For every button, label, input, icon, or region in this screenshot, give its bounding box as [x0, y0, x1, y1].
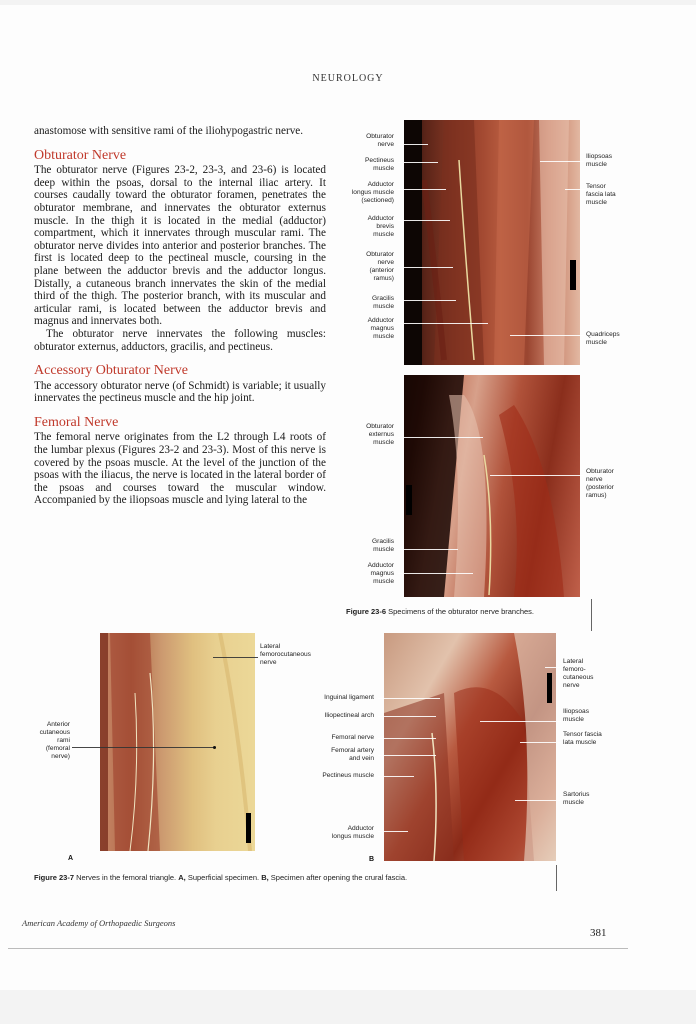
- figure-23-6-caption-text: Specimens of the obturator nerve branches.: [386, 607, 535, 616]
- figure-23-7b-photo: [384, 633, 556, 861]
- running-header: NEUROLOGY: [312, 73, 384, 84]
- leader-obturator-nerve: [398, 144, 428, 145]
- leader-obturator-externus: [398, 437, 483, 438]
- leader-adductor-magnus: [398, 323, 488, 324]
- figure-23-6-top-specimen-drawing: [404, 120, 580, 365]
- label-iliopsoas-muscle: Iliopsoas muscle: [586, 153, 613, 168]
- label-quadriceps-muscle: Quadriceps muscle: [586, 331, 620, 346]
- label-obturator-posterior-ramus: Obturator nerve (posterior ramus): [586, 468, 614, 499]
- leader-quadriceps: [510, 335, 584, 336]
- leader-iliopsoas-b: [480, 721, 561, 722]
- section-heading-accessory-obturator: Accessory Obturator Nerve: [34, 363, 188, 379]
- label-inguinal-ligament: Inguinal ligament: [324, 694, 374, 701]
- leader-obturator-anterior: [398, 267, 453, 268]
- label-lateral-femorocutaneous-a: Lateral femorocutaneous nerve: [260, 643, 311, 666]
- publisher-footer: American Academy of Orthopaedic Surgeons: [22, 918, 176, 928]
- leader-femoral-nerve: [378, 738, 436, 739]
- label-iliopectineal-arch: Iliopectineal arch: [324, 712, 374, 719]
- paragraph-obturator-2: The obturator nerve innervates the following muscles: obturator externus, adductors, gracilis, and pectineus.: [34, 327, 326, 353]
- leader-anterior-cutaneous-rami: [72, 747, 216, 748]
- leader-lateral-femorocutaneous-b: [545, 667, 561, 668]
- caption-divider-7: [556, 865, 557, 891]
- scale-bar-7b: [547, 673, 552, 703]
- figure-23-7-caption: [34, 873, 554, 882]
- leader-inguinal-ligament: [378, 698, 440, 699]
- leader-tensor-fascia: [565, 189, 585, 190]
- label-obturator-nerve: Obturator nerve: [366, 133, 394, 148]
- figure-23-7-caption-a-text: Superficial specimen.: [185, 873, 262, 882]
- panel-letter-a: A: [68, 855, 74, 862]
- paragraph-femoral: The femoral nerve originates from the L2 through L4 roots of the lumbar plexus (Figures 23-2 and 23-3). Most of this nerve is covered by the psoas muscle. At the level of the junction of the psoas with the iliacus, the nerve is located in the lateral border of the psoas and courses toward the muscular window. Accompanied by the iliopsoas muscle and lying lateral to the: [34, 431, 326, 507]
- figure-23-7-caption-text: Nerves in the femoral triangle.: [74, 873, 179, 882]
- figure-23-6-bottom-photo: [404, 375, 580, 597]
- body-text-column: [34, 125, 326, 507]
- leader-adductor-longus: [398, 189, 446, 190]
- footer-rule: [8, 948, 628, 949]
- label-femoral-artery-vein: Femoral artery and vein: [331, 747, 374, 762]
- scale-bar: [570, 260, 576, 290]
- label-femoral-nerve: Femoral nerve: [331, 734, 374, 741]
- paragraph-accessory-obturator: The accessory obturator nerve (of Schmidt) is variable; it usually innervates the pectineus muscle and the hip joint.: [34, 379, 326, 405]
- paragraph-obturator-1: The obturator nerve (Figures 23-2, 23-3, and 23-6) is located deep within the psoas, dorsal to the internal iliac artery. It courses caudally toward the obturator foramen, penetrates the obturator membrane, and innervates the obturator externus muscle. In the thigh it is located in the medial (adductor) compartment, which it innervates through muscular rami. The obturator nerve divides into anterior and posterior branches. The first is located deep to the pectineal muscle, coursing in the plane between the adductor brevis and the adductor longus. Distally, a cutaneous branch innervates the skin of the medial third of the thigh. The posterior branch, with its muscular and articular rami, is located between the adductor brevis and magnus and innervates both.: [34, 164, 326, 328]
- figure-23-6-caption-number: Figure 23-6: [346, 607, 387, 616]
- figure-23-6-caption: [346, 607, 596, 616]
- page-number: 381: [590, 927, 607, 939]
- label-gracilis-muscle-top: Gracilis muscle: [372, 295, 394, 310]
- caption-divider: [591, 599, 592, 631]
- intro-paragraph: anastomose with sensitive rami of the iliohypogastric nerve.: [34, 125, 304, 137]
- leader-iliopsoas: [540, 161, 584, 162]
- scale-bar-bottom: [406, 485, 412, 515]
- leader-pectineus: [398, 162, 438, 163]
- leader-femoral-artery: [378, 755, 436, 756]
- figure-23-7-caption-b: B,: [261, 873, 269, 882]
- label-anterior-cutaneous-rami: Anterior cutaneous rami (femoral nerve): [39, 721, 70, 760]
- leader-adductor-brevis: [398, 220, 450, 221]
- label-tensor-fascia-lata-top: Tensor fascia lata muscle: [586, 183, 616, 206]
- section-heading-obturator: Obturator Nerve: [34, 147, 127, 163]
- leader-tensor-fascia-b: [520, 742, 561, 743]
- label-obturator-externus: Obturator externus muscle: [366, 423, 394, 446]
- label-iliopsoas-b: Iliopsoas muscle: [563, 708, 590, 723]
- leader-gracilis-bottom: [398, 549, 458, 550]
- figure-23-7-caption-number: Figure 23-7: [34, 873, 75, 882]
- label-pectineus-muscle-b: Pectineus muscle: [322, 772, 374, 779]
- scale-bar-7a: [246, 813, 251, 843]
- panel-letter-b: B: [369, 856, 375, 863]
- figure-23-7a-specimen-drawing: [100, 633, 255, 851]
- label-adductor-longus-b: Adductor longus muscle: [331, 825, 374, 840]
- label-tensor-fascia-lata-b: Tensor fascia lata muscle: [563, 731, 602, 746]
- label-adductor-longus-sectioned: Adductor longus muscle (sectioned): [351, 181, 394, 204]
- leader-adductor-longus-b: [378, 831, 408, 832]
- figure-23-7-caption-b-text: Specimen after opening the crural fascia.: [268, 873, 408, 882]
- figure-23-7a-photo: [100, 633, 255, 851]
- label-gracilis-muscle-bottom: Gracilis muscle: [372, 538, 394, 553]
- figure-23-6-bottom-specimen-drawing: [404, 375, 580, 597]
- figure-23-7-caption-a: A,: [178, 873, 186, 882]
- leader-sartorius: [515, 800, 561, 801]
- leader-obturator-posterior: [490, 475, 584, 476]
- leader-gracilis: [398, 300, 456, 301]
- label-adductor-magnus-bottom: Adductor magnus muscle: [367, 562, 394, 585]
- figure-23-7b-specimen-drawing: [384, 633, 556, 861]
- page: [0, 5, 696, 990]
- leader-pectineus-b: [378, 776, 414, 777]
- label-adductor-magnus-top: Adductor magnus muscle: [367, 317, 394, 340]
- label-obturator-anterior-ramus: Obturator nerve (anterior ramus): [366, 251, 394, 282]
- label-sartorius-muscle: Sartorius muscle: [563, 791, 590, 806]
- leader-adductor-magnus-bottom: [398, 573, 473, 574]
- marker-dot-a: [213, 746, 216, 749]
- leader-iliopectineal-arch: [378, 716, 436, 717]
- section-heading-femoral: Femoral Nerve: [34, 414, 119, 430]
- label-adductor-brevis: Adductor brevis muscle: [367, 215, 394, 238]
- label-pectineus-muscle: Pectineus muscle: [365, 157, 394, 172]
- label-lateral-femorocutaneous-b: Lateral femoro- cutaneous nerve: [563, 658, 594, 689]
- figure-23-6-top-photo: [404, 120, 580, 365]
- leader-lateral-femorocutaneous-a: [213, 657, 258, 658]
